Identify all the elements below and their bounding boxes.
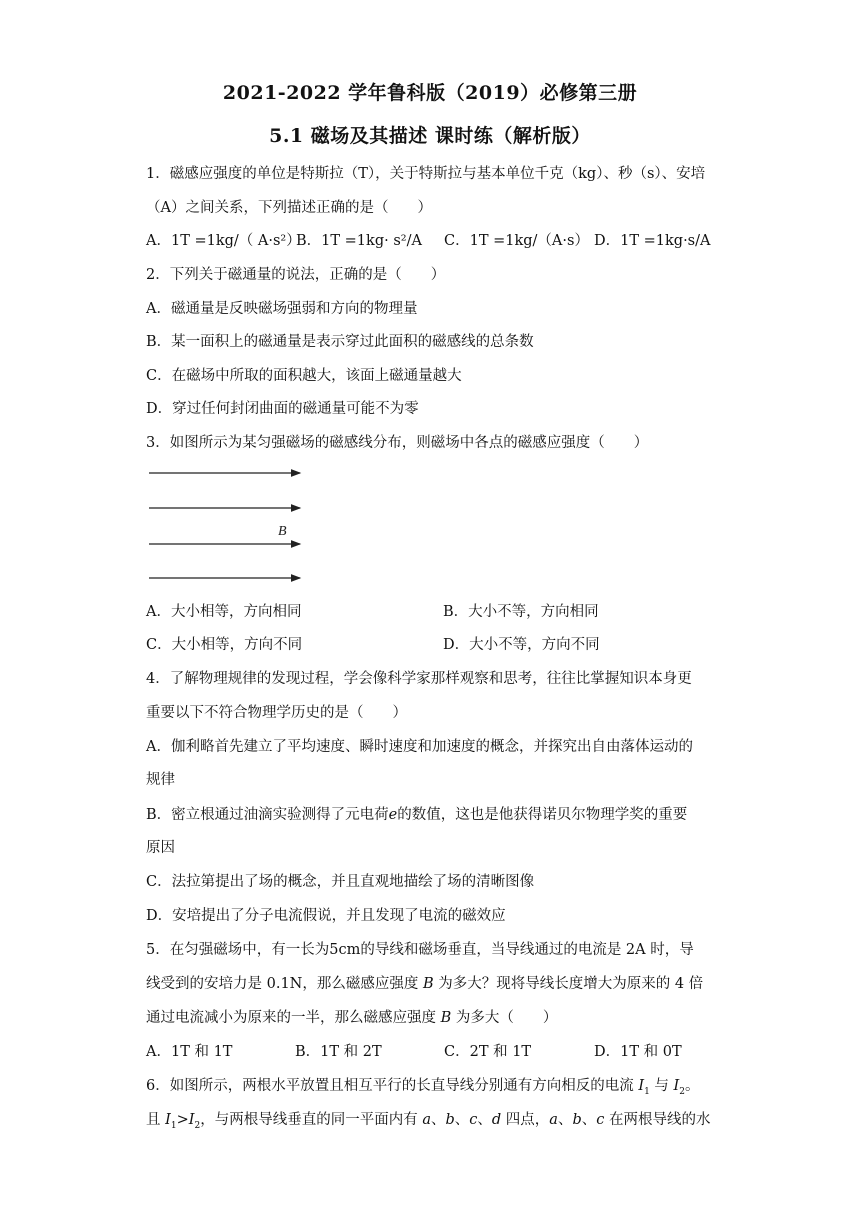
q6-line2-text-d: 在两根导线的水	[604, 1112, 711, 1128]
point-b: b	[445, 1112, 455, 1128]
q4-option-b-text-b: 的数值，这也是他获得诺贝尔物理学奖的重要	[397, 807, 688, 823]
current-i2-subscript: 2	[194, 1120, 201, 1131]
q5-line2-text-b: 为多大？现将导线长度增大为原来的 4 倍	[433, 976, 704, 992]
q1-option-c: C．1T =1kg/（A·s）	[444, 233, 589, 249]
q4-option-b-line1	[146, 805, 687, 825]
magnetic-field-lines-figure	[140, 460, 320, 590]
q6-line2-text-c: 四点，	[501, 1112, 550, 1128]
q5-line3-text-a: 通过电流减小为原来的一半，那么磁感应强度	[146, 1010, 441, 1026]
q2-option-a: A．磁通量是反映磁场强弱和方向的物理量	[146, 301, 418, 317]
current-i2-symbol: I	[673, 1078, 680, 1094]
q6-line2-text-a: 且	[146, 1112, 166, 1128]
document-title: 2021-2022 学年鲁科版（2019）必修第三册	[222, 82, 638, 104]
point-c: c	[469, 1112, 478, 1128]
point-a: a	[422, 1112, 431, 1128]
field-label-b: B	[278, 524, 287, 539]
q5-stem-line2	[146, 974, 703, 994]
q5-option-d: D．1T 和 0T	[594, 1044, 682, 1060]
q4-option-b-line2: 原因	[146, 840, 175, 856]
q3-option-b: B．大小不等，方向相同	[443, 604, 599, 620]
b-symbol: B	[422, 976, 434, 992]
q2-option-c: C．在磁场中所取的面积越大，该面上磁通量越大	[146, 368, 462, 384]
q5-option-c: C．2T 和 1T	[444, 1044, 532, 1060]
point-c: c	[596, 1112, 605, 1128]
elementary-charge-symbol: e	[388, 807, 398, 823]
q4-option-a-line1: A．伽利略首先建立了平均速度、瞬时速度和加速度的概念，并探究出自由落体运动的	[146, 739, 693, 755]
q4-stem-line2: 重要以下不符合物理学历史的是（ ）	[146, 705, 407, 721]
q3-option-c: C．大小相等，方向不同	[146, 637, 303, 653]
point-b: b	[572, 1112, 582, 1128]
q6-stem-line2	[146, 1110, 710, 1130]
q6-line1-end: 。	[685, 1078, 700, 1094]
q2-option-d: D．穿过任何封闭曲面的磁通量可能不为零	[146, 401, 419, 417]
q4-stem-line1: 4．了解物理规律的发现过程，学会像科学家那样观察和思考，往往比掌握知识本身更	[146, 671, 692, 687]
q3-option-a: A．大小相等，方向相同	[146, 604, 302, 620]
separator: 、	[430, 1112, 446, 1128]
greater-than-symbol: >	[176, 1112, 189, 1128]
q5-line3-text-b: 为多大（ ）	[451, 1010, 558, 1026]
q4-option-c: C．法拉第提出了场的概念，并且直观地描绘了场的清晰图像	[146, 874, 535, 890]
current-i2-subscript: 2	[679, 1086, 685, 1097]
q1-stem-line2: （A）之间关系，下列描述正确的是（ ）	[146, 200, 432, 216]
q6-stem-line1	[146, 1076, 700, 1096]
q1-option-a: A．1T =1kg/（ A·s²）	[146, 233, 301, 249]
q3-stem: 3．如图所示为某匀强磁场的磁感线分布，则磁场中各点的磁感应强度（ ）	[146, 435, 649, 451]
document-subtitle: 5.1 磁场及其描述 课时练（解析版）	[269, 125, 591, 147]
point-d: d	[491, 1112, 502, 1128]
q2-option-b: B．某一面积上的磁通量是表示穿过此面积的磁感线的总条数	[146, 334, 534, 350]
q4-option-a-line2: 规律	[146, 772, 175, 788]
q6-line1-text: 6．如图所示，两根水平放置且相互平行的长直导线分别通有方向相反的电流	[146, 1078, 639, 1094]
q3-option-d: D．大小不等，方向不同	[443, 637, 600, 653]
q5-option-a: A．1T 和 1T	[146, 1044, 233, 1060]
q5-option-b: B．1T 和 2T	[295, 1044, 382, 1060]
point-a: a	[549, 1112, 558, 1128]
current-i1-symbol: I	[165, 1112, 171, 1128]
q2-stem: 2．下列关于磁通量的说法，正确的是（ ）	[146, 267, 446, 283]
q5-line2-text-a: 线受到的安培力是 0.1N，那么磁感应强度	[146, 976, 423, 992]
current-i1-subscript: 1	[170, 1120, 177, 1131]
separator: 、	[477, 1112, 492, 1128]
current-i1-subscript: 1	[644, 1086, 650, 1097]
q5-stem-line3	[146, 1008, 557, 1028]
q4-option-d: D．安培提出了分子电流假说，并且发现了电流的磁效应	[146, 908, 506, 924]
separator: 、	[454, 1112, 470, 1128]
q1-stem-line1: 1．磁感应强度的单位是特斯拉（T），关于特斯拉与基本单位千克（kg）、秒（s）、安培	[146, 166, 706, 182]
q4-option-b-text-a: B．密立根通过油滴实验测得了元电荷	[146, 807, 389, 823]
q6-line2-text-b: ，与两根导线垂直的同一平面内有	[200, 1112, 423, 1128]
separator: 、	[581, 1112, 597, 1128]
q6-line1-and: 与	[649, 1078, 674, 1094]
q1-option-b: B．1T =1kg· s²/A	[296, 233, 422, 249]
q5-stem-line1: 5．在匀强磁场中，有一长为5cm的导线和磁场垂直，当导线通过的电流是 2A 时，导	[146, 942, 694, 958]
separator: 、	[557, 1112, 573, 1128]
current-i2-symbol: I	[188, 1112, 195, 1128]
q1-option-d: D．1T =1kg·s/A	[594, 233, 711, 249]
b-symbol: B	[440, 1010, 452, 1026]
current-i1-symbol: I	[638, 1078, 645, 1094]
